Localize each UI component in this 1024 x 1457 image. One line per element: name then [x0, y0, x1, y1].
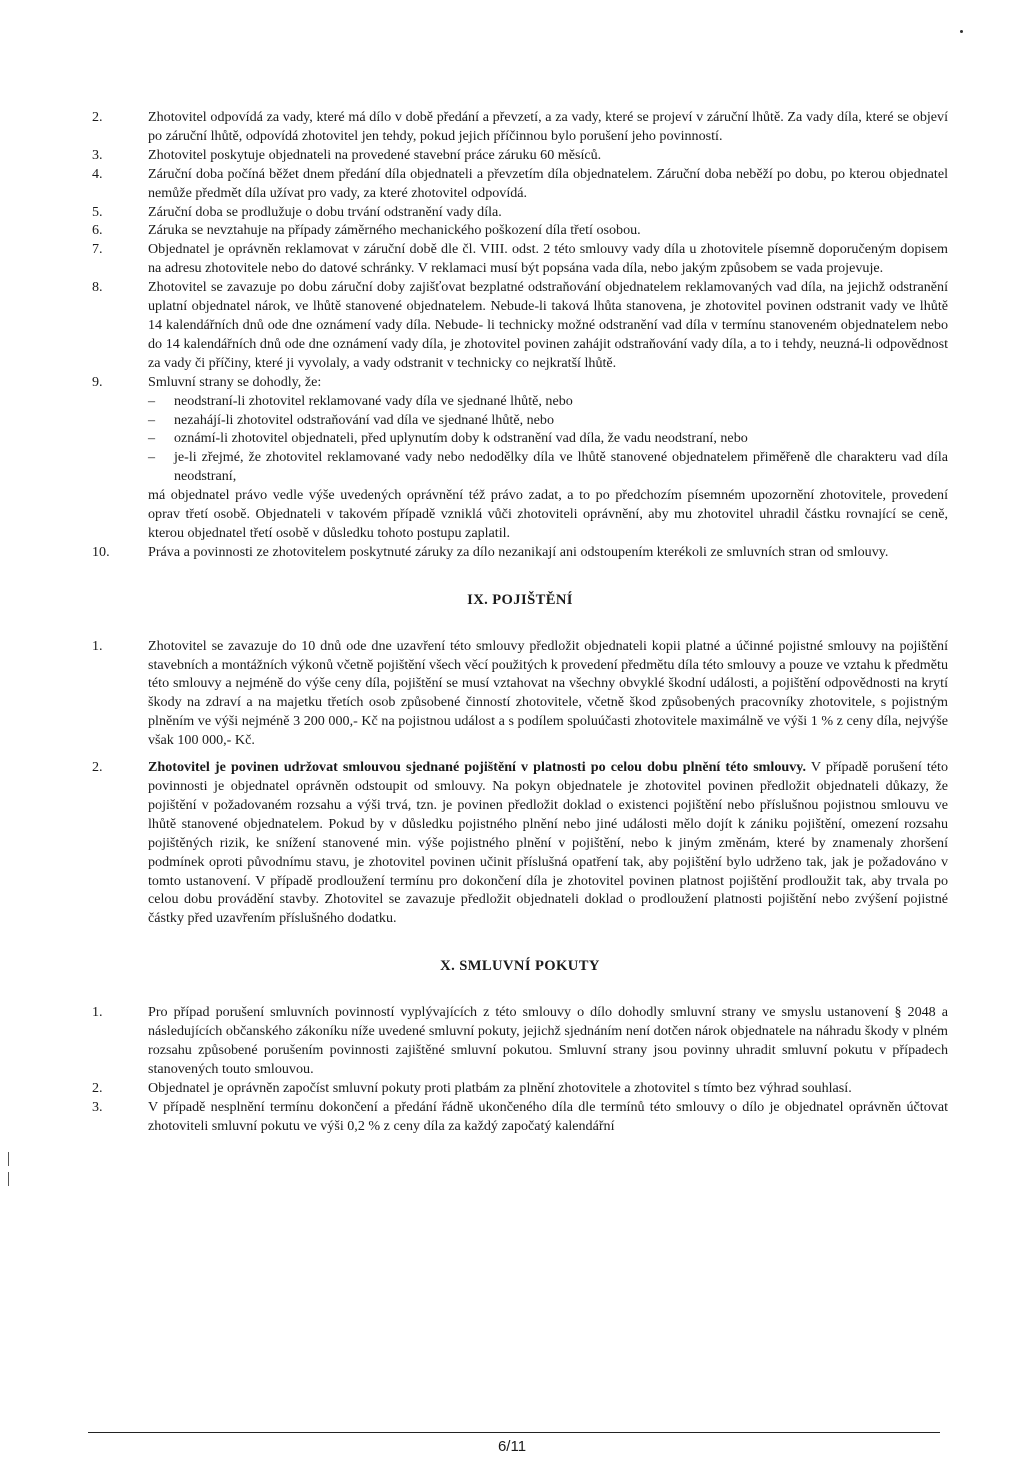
- clause-intro: Smluvní strany se dohodly, že:: [148, 373, 322, 390]
- clause-number: 2.: [92, 759, 103, 776]
- clause-text: Zhotovitel odpovídá za vady, které má dílo v době předání a převzetí, a za vady, které se projeví v záruční lhůtě. Za vady díla, které se objeví po záruční lhůtě, odpovídá zhotovitel jen tehdy, pokud jejich příčinnou bylo porušení jeho povinností.: [148, 109, 948, 144]
- clause-number: 1.: [92, 1004, 103, 1021]
- clause-number: 6.: [92, 222, 103, 239]
- clause-9-2: [92, 758, 948, 928]
- clause-number: 3.: [92, 1098, 103, 1115]
- scan-margin-mark: [8, 1152, 9, 1166]
- scan-speck: [960, 30, 963, 33]
- clause-text: Zhotovitel se zavazuje do 10 dnů ode dne uzavření této smlouvy předložit objednateli kopii platné a účinné pojistné smlouvy na pojištění stavebních a montážních výkonů včetně pojištění všech věcí použitých k provedení předmětu díla této smlouvy a pouze ve vztahu k předmětu této smlouvy a nejméně do výše ceny díla, pojištění se musí vztahovat na všechny obvyklé škodní události, a pojištění odpovědnosti na krytí škody na zdraví a na majetku třetích osob způsobené činností zhotovitele, včetně škod způsobených pracovníky zhotovitele, s pojistným plněním ve výši nejméně 3 200 000,- Kč na pojistnou událost a s podílem spoluúčasti zhotovitele maximálně ve výši 1 % z ceny díla, nejvýše však 100 000,- Kč.: [148, 637, 948, 749]
- clause-10-3: [92, 1098, 948, 1136]
- clause-regular-text: V případě porušení této povinnosti je objednatel oprávněn odstoupit od smlouvy. Na pokyn objednatele je zhotovitel povinen předložit objednateli důkazy, že pojištění v požadovaném rozsahu a výši trvá, tzn. je povinen předložit doklad o existenci pojištění nebo příslušnou pojistnou smlouvu ve lhůtě stanovené objednatelem. Pokud by v důsledku pojistného plnění nebo jiné události mělo dojít k zániku pojištění, omezení rozsahu pojištěných rizik, ke snížení stanovené min. výše pojistného plnění v pojištění, nebo k jiným změnám, které by znamenaly zhoršení podmínek oproti původnímu stavu, je zhotovitel povinen učinit příslušná opatření tak, aby pojištění bylo udrženo tak, jak je požadováno v tomto ustanovení. V případě prodloužení termínu pro dokončení díla je zhotovitel povinen platnost pojištění prodloužit tak, aby trvala po celou dobu provádění stavby. Zhotovitel se zavazuje předložit objednateli doklad o prodloužení platnosti pojištění nebo zvýšení pojistné částky před uzavřením příslušného dodatku.: [148, 759, 948, 927]
- clause-8-3: [92, 146, 948, 165]
- clause-9-1: [92, 637, 948, 750]
- clause-text: Záruka se nevztahuje na případy záměrného mechanického poškození díla třetí osobou.: [148, 222, 641, 239]
- clause-8-10: [92, 543, 948, 562]
- section-heading-penalties: X. SMLUVNÍ POKUTY: [440, 958, 600, 975]
- list-item: [148, 429, 948, 448]
- clause-text: Záruční doba se prodlužuje o dobu trvání odstranění vady díla.: [148, 203, 502, 220]
- clause-text: V případě nesplnění termínu dokončení a předání řádně ukončeného díla dle termínů této smlouvy o dílo je objednatel oprávněn účtovat zhotoviteli smluvní pokutu ve výši 0,2 % z ceny díla za každý započatý kalendářní: [148, 1098, 948, 1134]
- dash-bullet: –: [148, 430, 156, 447]
- clause-text: Objednatel je oprávněn započíst smluvní pokuty proti platbám za plnění zhotovitele a zhotovitel s tímto bez výhrad souhlasí.: [148, 1079, 852, 1096]
- clause-10-2: [92, 1079, 948, 1098]
- clause-number: 2.: [92, 109, 103, 125]
- clause-number: 4.: [92, 165, 103, 182]
- list-item: [148, 411, 948, 430]
- footer-divider: [88, 1432, 940, 1433]
- dash-bullet: –: [148, 411, 156, 428]
- clause-text: Zhotovitel poskytuje objednateli na provedené stavební práce záruku 60 měsíců.: [148, 146, 602, 163]
- clause-text: Objednatel je oprávněn reklamovat v záruční době dle čl. VIII. odst. 2 této smlouvy vady díla u zhotovitele písemně doporučeným dopisem na adresu zhotovitele nebo do datové schránky. V reklamaci musí být popsána vada díla, nebo jakým způsobem se vada projevuje.: [148, 241, 948, 277]
- page-number: 6/11: [497, 1438, 527, 1455]
- clause-text: Záruční doba počíná běžet dnem předání díla objednateli a převzetím díla objednatelem. Záruční doba neběží po dobu, po kterou objednatel nemůže předmět díla užívat pro vady, za které zhotovitel odpovídá.: [148, 165, 948, 201]
- clause-number: 7.: [92, 241, 103, 258]
- clause-10-1: [92, 1003, 948, 1079]
- clause-8-7: [92, 240, 948, 278]
- dash-bullet: –: [148, 449, 156, 466]
- clause-text: Práva a povinnosti ze zhotovitelem poskytnuté záruky za dílo nezanikají ani odstoupením kterékoli ze smluvních stran od smlouvy.: [148, 543, 889, 560]
- clause-8-2: [92, 108, 948, 146]
- clause-8-5: [92, 203, 948, 222]
- clause-bold-text: Zhotovitel je povinen udržovat smlouvou sjednané pojištění v platnosti po celou dobu plnění této smlouvy.: [148, 759, 807, 776]
- clause-text: Pro případ porušení smluvních povinností vyplývajících z této smlouvy o dílo dohodly smluvní strany ve smyslu ustanovení § 2048 a následujících občanského zákoníku níže uvedené smluvní pokuty, jejichž sjednáním není dotčen nárok objednatele na náhradu škody v plném rozsahu způsobené porušením povinnosti zajištěné smluvní pokutou. Smluvní strany jsou povinny uhradit smluvní pokutu v případech stanovených touto smlouvou.: [148, 1004, 948, 1077]
- clause-number: 2.: [92, 1079, 103, 1096]
- list-item-text: nezahájí-li zhotovitel odstraňování vad díla ve sjednané lhůtě, nebo: [174, 411, 555, 428]
- dash-bullet: –: [148, 392, 156, 409]
- clause-text: [148, 373, 948, 543]
- scan-margin-mark: [8, 1172, 9, 1186]
- clause-number: 8.: [92, 279, 103, 296]
- clause-text: [148, 758, 948, 928]
- clause-number: 5.: [92, 203, 103, 220]
- list-item-text: oznámí-li zhotovitel objednateli, před uplynutím doby k odstranění vad díla, že vadu neodstraní, nebo: [174, 430, 748, 447]
- clause-number: 1.: [92, 637, 103, 654]
- list-item-text: je-li zřejmé, že zhotovitel reklamované vady nebo nedodělky díla ve lhůtě stanovené objednatelem přiměřeně dle charakteru vad díla neodstraní,: [174, 449, 948, 485]
- clause-8-8: [92, 278, 948, 373]
- list-item: [148, 448, 948, 486]
- clause-outro: má objednatel právo vedle výše uvedených oprávnění též právo zadat, a to po předchozím písemném upozornění zhotovitele, provedení oprav třetí osobě. Objednateli v takovém případě vzniklá vůči zhotoviteli oprávnění, aby mu zhotovitel uhradil částku rovnající se ceně, kterou objednatel třetí osobě v důsledku tohoto postupu zaplatil.: [148, 487, 948, 541]
- document-body: [92, 108, 948, 1136]
- clause-number: 10.: [92, 543, 110, 560]
- clause-text: Zhotovitel se zavazuje po dobu záruční doby zajišťovat bezplatné odstraňování objednatelem reklamovaných vad díla, na jejichž odstranění uplatní objednatel nárok, ve lhůtě stanovené objednatelem. Nebude-li taková lhůta stanovena, je zhotovitel povinen odstranit vady ve lhůtě 14 kalendářních dnů ode dne oznámení vady díla. Nebude- li technicky možné odstranění vad díla v termínu stanoveném objednatelem nebo do 14 kalendářních dnů ode dne oznámení vady díla, je zhotovitel povinen zahájit odstraňování vady díla, a to i tehdy, neuzná-li odpovědnost za vady či příčiny, které ji vyvolaly, a vady odstranit v technicky co nejkratší lhůtě.: [148, 279, 948, 371]
- clause-8-4: [92, 165, 948, 203]
- clause-number: 3.: [92, 146, 103, 163]
- clause-8-6: [92, 221, 948, 240]
- list-item: [148, 392, 948, 411]
- clause-number: 9.: [92, 373, 103, 390]
- section-heading-insurance: IX. POJIŠTĚNÍ: [467, 591, 573, 608]
- clause-8-9: [92, 373, 948, 543]
- list-item-text: neodstraní-li zhotovitel reklamované vady díla ve sjednané lhůtě, nebo: [174, 392, 573, 409]
